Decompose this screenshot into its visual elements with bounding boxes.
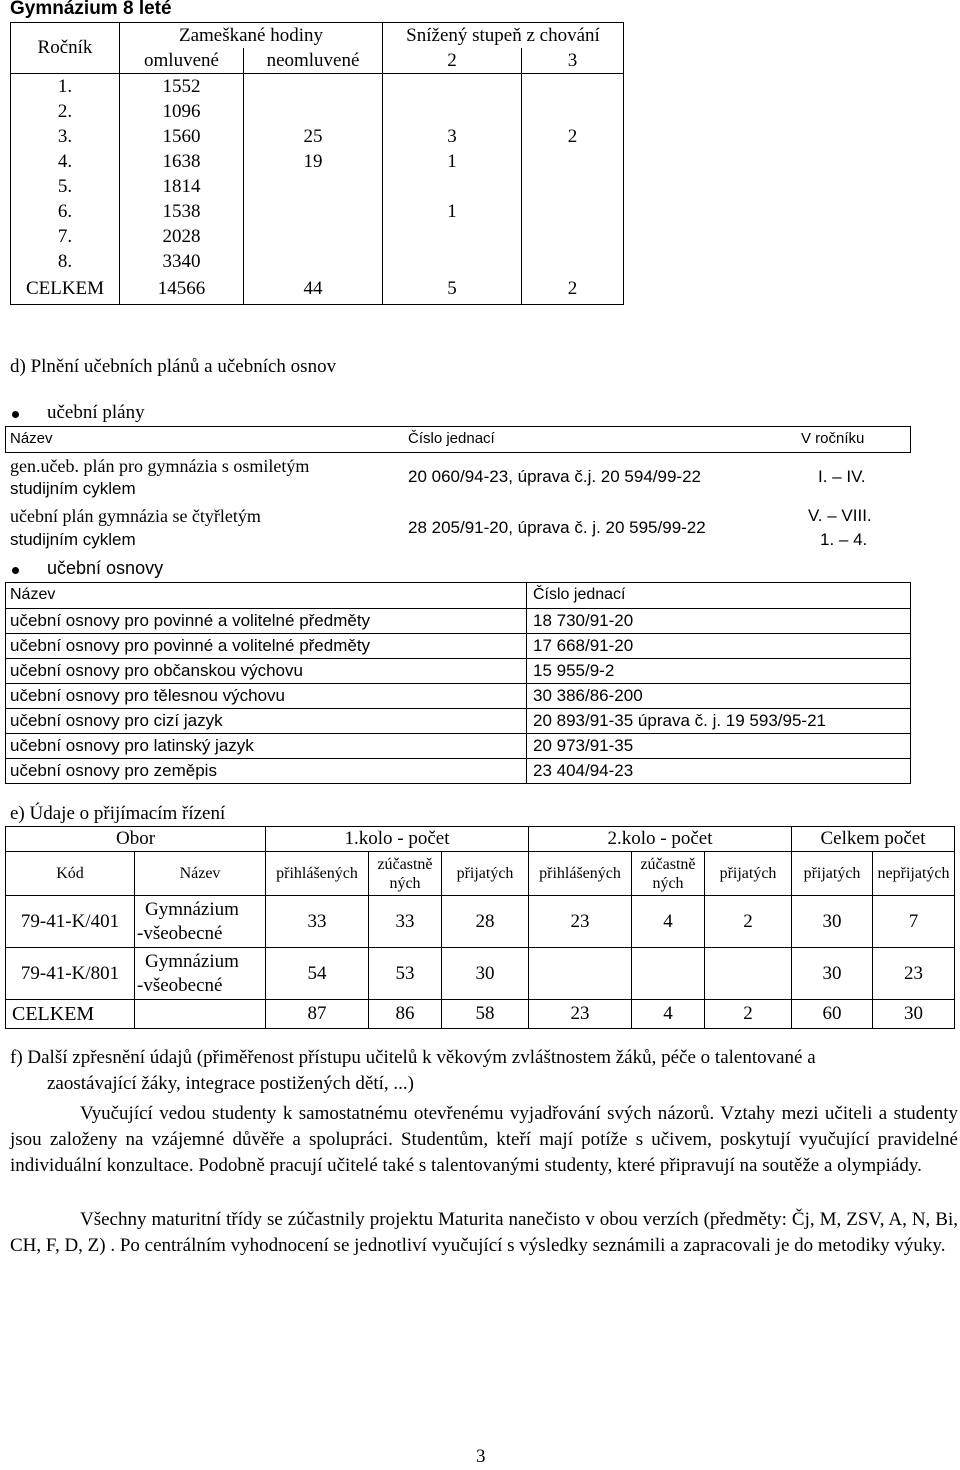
plany-bullet-label: učební plány: [47, 402, 145, 423]
plany-header-rocnik: V ročníku: [801, 430, 865, 447]
value-cell: 23: [873, 948, 955, 1000]
table-cell: [522, 174, 624, 199]
header-neprij: nepřijatých: [873, 852, 955, 896]
table-row: [11, 149, 624, 174]
value-cell: 33: [266, 896, 369, 948]
plany-row1-nazev-a: gen.učeb. plán pro gymnázia s osmiletým: [10, 456, 310, 476]
table-cell: [244, 174, 383, 199]
table-cell: [522, 74, 624, 100]
osnovy-cislo: 17 668/91-20: [533, 636, 634, 655]
table-cell: [383, 174, 522, 199]
total-cell: 23: [529, 1000, 632, 1029]
kod-cell: 79-41-K/801: [6, 948, 135, 1000]
table-cell: [522, 99, 624, 124]
nazev-line-1: Gymnázium: [145, 950, 239, 972]
nazev-line-1: Gymnázium: [145, 898, 239, 920]
value-cell: 4: [632, 896, 705, 948]
table-cell: 25: [244, 124, 383, 149]
osnovy-nazev: učební osnovy pro zeměpis: [10, 761, 217, 780]
value-cell: 53: [369, 948, 442, 1000]
osnovy-nazev: učební osnovy pro tělesnou výchovu: [10, 686, 286, 705]
total-cell: 30: [873, 1000, 955, 1029]
table-cell: 1560: [120, 124, 244, 149]
osnovy-nazev: učební osnovy pro latinský jazyk: [10, 736, 254, 755]
table-cell: [522, 249, 624, 274]
osnovy-header-nazev: Název: [10, 586, 56, 603]
table-row: [11, 74, 624, 100]
header-zuc-2-b: ných: [652, 874, 684, 892]
admissions-table: [5, 826, 955, 1029]
plany-row2-nazev-b: studijním cyklem: [10, 530, 136, 549]
table-cell: [244, 99, 383, 124]
table-row: [11, 124, 624, 149]
total-cell: 2: [705, 1000, 792, 1029]
blank-cell: [135, 1000, 266, 1029]
table-cell: 2028: [120, 224, 244, 249]
table-cell: [383, 224, 522, 249]
osnovy-cislo: 23 404/94-23: [533, 761, 634, 780]
table-cell: [522, 224, 624, 249]
bullet-icon: [12, 567, 19, 574]
total-row: [6, 1000, 955, 1029]
header-omluvene: omluvené: [120, 48, 244, 74]
plany-row1-rocnik: I. – IV.: [818, 467, 866, 486]
section-f-heading-cont: zaostávající žáky, integrace postižených dětí, ...): [47, 1073, 414, 1094]
table-cell: [522, 199, 624, 224]
plany-header-nazev: Název: [10, 430, 53, 447]
header-prij-1: přijatých: [442, 852, 529, 896]
table-cell: 1638: [120, 149, 244, 174]
kod-cell: 79-41-K/401: [6, 896, 135, 948]
osnovy-nazev: učební osnovy pro povinné a volitelné předměty: [10, 611, 371, 630]
total-cell: 86: [369, 1000, 442, 1029]
header-zameskane: Zameškané hodiny: [120, 23, 383, 49]
plany-row2-nazev-a: učební plán gymnázia se čtyřletým: [10, 506, 261, 526]
osnovy-cislo: 20 893/91-35 úprava č. j. 19 593/95-21: [533, 711, 826, 730]
table-cell: 2.: [11, 99, 120, 124]
osnovy-nazev: učební osnovy pro povinné a volitelné předměty: [10, 636, 371, 655]
header-zuc-1: [369, 852, 442, 896]
header-zuc-2-a: zúčastně: [640, 855, 696, 873]
table-cell: 2: [522, 124, 624, 149]
table-cell: 1096: [120, 99, 244, 124]
page-title: Gymnázium 8 leté: [10, 0, 172, 19]
table-cell: 7.: [11, 224, 120, 249]
table-cell: 8.: [11, 249, 120, 274]
osnovy-cislo: 18 730/91-20: [533, 611, 634, 630]
table-cell: 1538: [120, 199, 244, 224]
plany-row2-rocnik-b: 1. – 4.: [820, 530, 868, 549]
table-cell: 1: [383, 199, 522, 224]
header-kolo2: 2.kolo - počet: [529, 827, 792, 852]
osnovy-cislo: 20 973/91-35: [533, 736, 634, 755]
plany-row2-rocnik-a: V. – VIII.: [808, 506, 872, 525]
table-cell: 1552: [120, 74, 244, 100]
value-cell: [529, 948, 632, 1000]
table-cell: 3.: [11, 124, 120, 149]
header-obor: Obor: [6, 827, 266, 852]
total-cell: 58: [442, 1000, 529, 1029]
value-cell: 30: [792, 948, 873, 1000]
table-cell: [244, 74, 383, 100]
table-row: [6, 948, 955, 1000]
total-label: CELKEM: [6, 1000, 135, 1029]
value-cell: 30: [792, 896, 873, 948]
plany-header-cislo: Číslo jednací: [408, 430, 495, 447]
table-cell: [244, 224, 383, 249]
value-cell: 33: [369, 896, 442, 948]
nazev-line-2: -všeobecné: [137, 922, 223, 944]
value-cell: 54: [266, 948, 369, 1000]
table-cell: 3: [383, 124, 522, 149]
table-cell: [383, 249, 522, 274]
header-prij-3: přijatých: [792, 852, 873, 896]
table-cell: 5: [383, 274, 522, 305]
table-cell: CELKEM: [11, 274, 120, 305]
header-prihl-1: přihlášených: [266, 852, 369, 896]
value-cell: [705, 948, 792, 1000]
table-cell: 14566: [120, 274, 244, 305]
total-cell: 87: [266, 1000, 369, 1029]
table-row: [6, 896, 955, 948]
osnovy-cislo: 15 955/9-2: [533, 661, 615, 680]
column-divider: [526, 582, 527, 783]
header-celkem: Celkem počet: [792, 827, 955, 852]
table-row: [11, 199, 624, 224]
osnovy-header-row: [5, 582, 911, 609]
table-cell: 44: [244, 274, 383, 305]
header-prij-2: přijatých: [705, 852, 792, 896]
table-cell: 1: [383, 149, 522, 174]
total-cell: 60: [792, 1000, 873, 1029]
header-neomluvene: neomluvené: [244, 48, 383, 74]
header-zuc-2: [632, 852, 705, 896]
table-cell: 1.: [11, 74, 120, 100]
header-nazev: Název: [135, 852, 266, 896]
table-cell: [522, 149, 624, 174]
header-zuc-1-b: ných: [389, 874, 421, 892]
page-number: 3: [476, 1446, 486, 1467]
total-cell: 4: [632, 1000, 705, 1029]
nazev-cell: [135, 948, 266, 1000]
table-cell: 3340: [120, 249, 244, 274]
osnovy-header-cislo: Číslo jednací: [533, 586, 626, 603]
header-snizeny: Snížený stupeň z chování: [383, 23, 624, 49]
header-s3: 3: [522, 48, 624, 74]
table-cell: 2: [522, 274, 624, 305]
value-cell: 7: [873, 896, 955, 948]
osnovy-nazev: učební osnovy pro cizí jazyk: [10, 711, 223, 730]
table-row: [11, 274, 624, 305]
table-cell: [244, 249, 383, 274]
header-s2: 2: [383, 48, 522, 74]
value-cell: [632, 948, 705, 1000]
table-cell: [244, 199, 383, 224]
section-e-heading: e) Údaje o přijímacím řízení: [10, 803, 226, 824]
table-row: [11, 249, 624, 274]
bullet-icon: [12, 411, 19, 418]
header-rocnik: Ročník: [11, 23, 120, 74]
table-cell: [383, 99, 522, 124]
value-cell: 28: [442, 896, 529, 948]
section-d-heading: d) Plnění učebních plánů a učebních osnov: [10, 356, 337, 377]
nazev-line-2: -všeobecné: [137, 974, 223, 996]
header-zuc-1-a: zúčastně: [377, 855, 433, 873]
table-cell: 1814: [120, 174, 244, 199]
table-cell: 19: [244, 149, 383, 174]
table-row: [11, 174, 624, 199]
paragraph-2: Všechny maturitní třídy se zúčastnily projektu Maturita nanečisto v obou verzích (předměty: Čj, M, ZSV, A, N, Bi, CH, F, D, Z) . Po centrálním vyhodnocení se jednotliví vyučující s výsledky seznámili a zapracovali je do metodiky výuky.: [10, 1209, 958, 1256]
table-cell: 6.: [11, 199, 120, 224]
plany-row2-cislo: 28 205/91-20, úprava č. j. 20 595/99-22: [408, 518, 706, 537]
paragraph-1: Vyučující vedou studenty k samostatnému otevřenému vyjadřování svých názorů. Vztahy mezi učiteli a studenty jsou založeny na vzájemné důvěře a spolupráci. Studentům, kteří mají potíže s učivem, poskytují vyučující pravidelné individuální konzultace. Podobně pracují učitelé také s talentovanými studenty, které připravují na soutěže a olympiády.: [10, 1103, 958, 1176]
osnovy-cislo: 30 386/86-200: [533, 686, 643, 705]
value-cell: 30: [442, 948, 529, 1000]
table-cell: [383, 74, 522, 100]
table-cell: 5.: [11, 174, 120, 199]
value-cell: 23: [529, 896, 632, 948]
header-prihl-2: přihlášených: [529, 852, 632, 896]
table-row: [11, 99, 624, 124]
plany-row1-cislo: 20 060/94-23, úprava č.j. 20 594/99-22: [408, 467, 701, 486]
value-cell: 2: [705, 896, 792, 948]
osnovy-nazev: učební osnovy pro občanskou výchovu: [10, 661, 303, 680]
header-kolo1: 1.kolo - počet: [266, 827, 529, 852]
table-cell: 4.: [11, 149, 120, 174]
header-kod: Kód: [6, 852, 135, 896]
nazev-cell: [135, 896, 266, 948]
osnovy-bullet-label: učební osnovy: [47, 558, 164, 578]
table-row: [11, 224, 624, 249]
absences-table: [10, 22, 624, 305]
section-f-heading: f) Další zpřesnění údajů (přiměřenost přístupu učitelů k věkovým zvláštnostem žáků, péče o talentované a: [10, 1047, 816, 1068]
plany-row1-nazev-b: studijním cyklem: [10, 479, 136, 498]
